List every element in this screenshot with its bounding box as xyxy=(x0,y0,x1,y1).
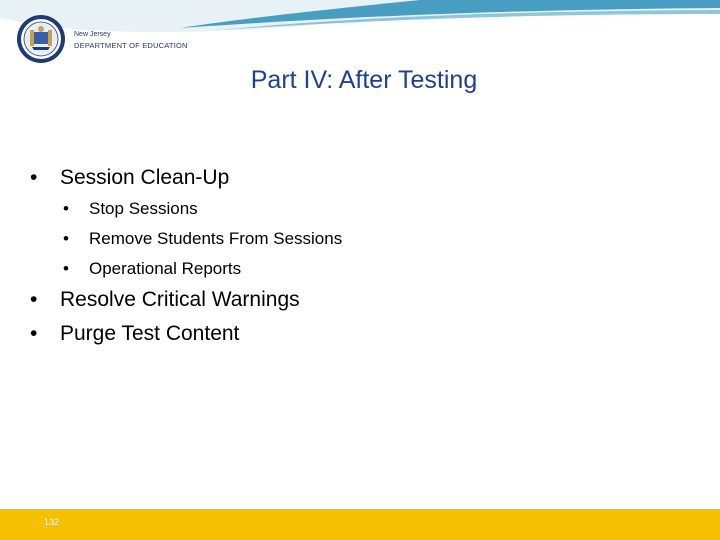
bullet-dot-icon: • xyxy=(63,199,69,218)
bullet-dot-icon: • xyxy=(30,322,38,345)
bullet-item xyxy=(30,166,229,190)
bullet-dot-icon: • xyxy=(30,166,38,189)
agency-state: New Jersey xyxy=(74,31,111,38)
bullet-dot-icon: • xyxy=(63,229,69,248)
bullet-text: Resolve Critical Warnings xyxy=(60,288,300,311)
sub-bullet-text: Remove Students From Sessions xyxy=(89,229,343,248)
agency-name xyxy=(74,29,188,51)
sub-bullet-item xyxy=(63,199,198,219)
sub-bullet-text: Stop Sessions xyxy=(89,199,198,218)
bullet-text: Purge Test Content xyxy=(60,322,240,345)
footer-band xyxy=(0,509,720,540)
sub-bullet-item xyxy=(63,259,241,279)
slide-title: Part IV: After Testing xyxy=(250,66,478,94)
bullet-item xyxy=(30,288,300,312)
sub-bullet-item xyxy=(63,229,342,249)
bullet-dot-icon: • xyxy=(30,288,38,311)
bullet-item xyxy=(30,322,239,346)
sub-bullet-text: Operational Reports xyxy=(89,259,242,278)
page-number: 132 xyxy=(44,517,60,527)
bullet-text: Session Clean-Up xyxy=(60,166,230,189)
nj-state-seal-icon xyxy=(16,14,66,64)
bullet-dot-icon: • xyxy=(63,259,69,278)
agency-department: DEPARTMENT OF EDUCATION xyxy=(74,41,188,50)
